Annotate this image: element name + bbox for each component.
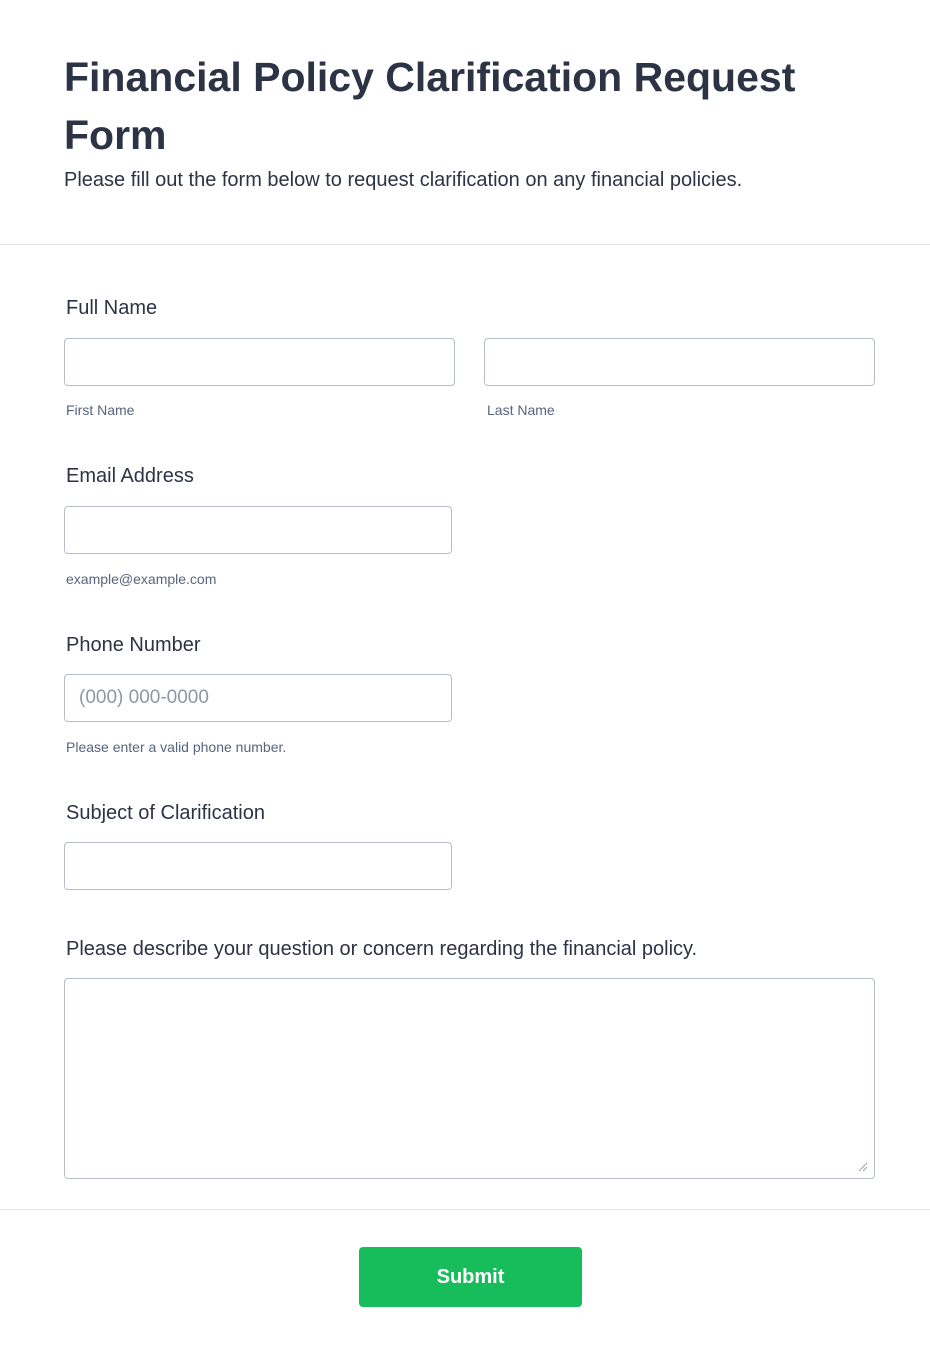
email-sublabel: example@example.com (66, 571, 217, 587)
email-input[interactable] (64, 506, 452, 554)
email-label: Email Address (66, 465, 194, 487)
subject-input[interactable] (64, 842, 452, 890)
subject-label: Subject of Clarification (66, 802, 265, 824)
first-name-input[interactable] (64, 338, 455, 386)
phone-label: Phone Number (66, 634, 201, 656)
description-textarea[interactable] (64, 978, 875, 1179)
first-name-sublabel: First Name (66, 402, 135, 418)
description-label: Please describe your question or concern regarding the financial policy. (66, 938, 698, 960)
form-header (0, 0, 930, 245)
last-name-sublabel: Last Name (487, 402, 555, 418)
phone-sublabel: Please enter a valid phone number. (66, 739, 287, 755)
last-name-input[interactable] (484, 338, 875, 386)
page-title: Financial Policy Clarification Request Form (64, 54, 796, 158)
full-name-label: Full Name (66, 297, 158, 319)
footer-divider (0, 1209, 930, 1210)
page-subtitle: Please fill out the form below to request clarification on any financial policies. (64, 169, 743, 191)
phone-input[interactable] (64, 674, 452, 722)
resize-grip-icon[interactable] (858, 1162, 868, 1172)
submit-button[interactable]: Submit (359, 1247, 582, 1307)
